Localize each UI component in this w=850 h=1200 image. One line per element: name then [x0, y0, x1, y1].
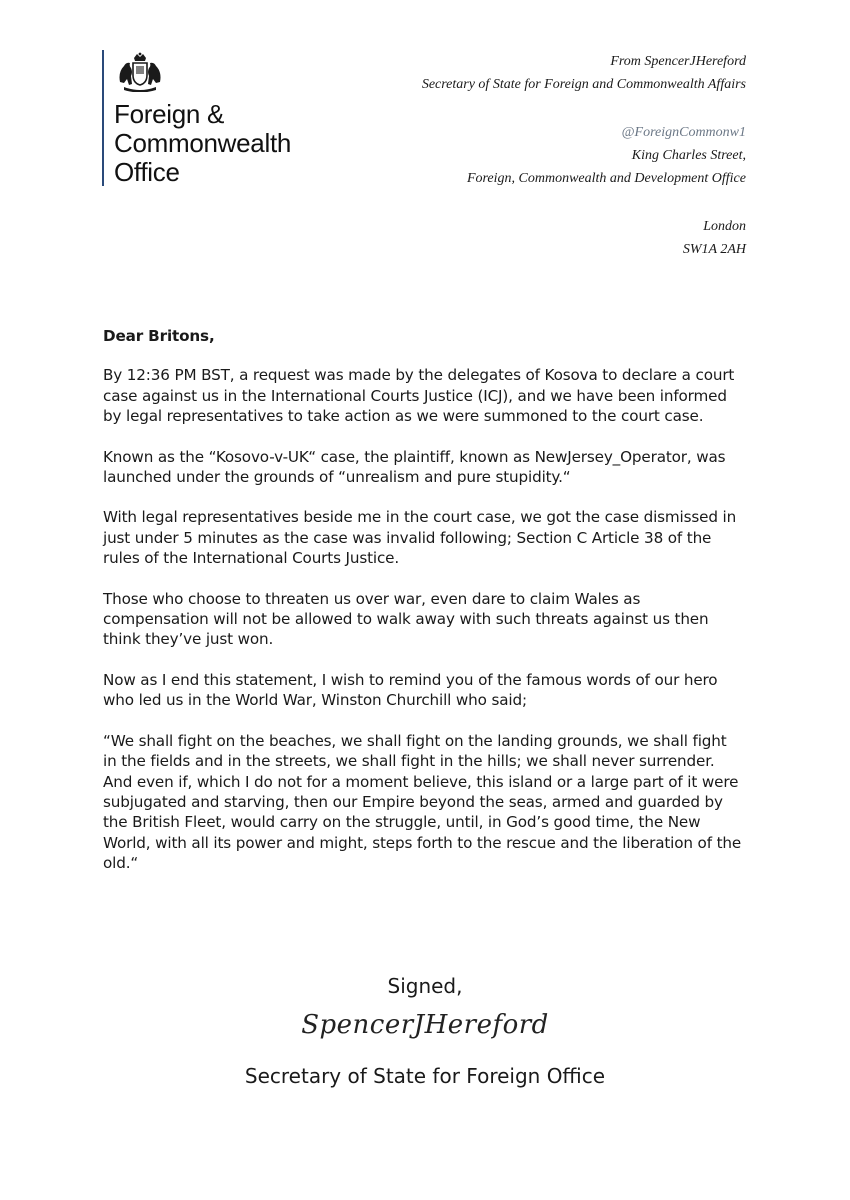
- postcode-line: SW1A 2AH: [682, 242, 746, 257]
- sender-address: [467, 121, 746, 190]
- street-line: King Charles Street,: [631, 148, 746, 163]
- paragraph: With legal representatives beside me in the court case, we got the case dismissed in just under 5 minutes as the case was invalid following; Section C Article 38 of the rules of the International Courts Justice.: [103, 508, 737, 568]
- city-line: London: [703, 219, 746, 234]
- quotation: “We shall fight on the beaches, we shall fight on the landing grounds, we shall fight in the fields and in the streets, we shall fight in the hills; we shall never surrender. And even if, which I do not for a moment believe, this island or a large part of it were subjugated and starving, then our Empire beyond the seas, armed and guarded by the British Fleet, would carry on the struggle, until, in God’s good time, the New World, with all its power and might, steps forth to the rescue and the liberation of the old.“: [103, 731, 742, 873]
- social-handle: @ForeignCommonw1: [621, 125, 746, 140]
- royal-coat-of-arms-icon: [114, 52, 166, 92]
- signatory-title: Secretary of State for Foreign Office: [244, 1064, 606, 1088]
- letter-body: [103, 326, 743, 894]
- org-name-line: Office: [114, 157, 180, 187]
- handwritten-signature: SpencerJHereford: [301, 1010, 549, 1040]
- sender-identity: [422, 50, 746, 96]
- paragraph: Now as I end this statement, I wish to remind you of the famous words of our hero who led us in the World War, Winston Churchill who said;: [103, 670, 718, 710]
- office-line: Foreign, Commonwealth and Development Office: [466, 171, 746, 186]
- from-line: From SpencerJHereford: [610, 54, 746, 69]
- signed-label: Signed,: [387, 974, 463, 998]
- org-name-line: Foreign &: [114, 99, 225, 129]
- organisation-name: [114, 100, 354, 187]
- paragraph: Known as the “Kosovo-v-UK“ case, the plaintiff, known as NewJersey_Operator, was launched under the grounds of “unrealism and pure stupidity.“: [103, 447, 726, 487]
- paragraph: Those who choose to threaten us over war, even dare to claim Wales as compensation will not be allowed to walk away with such threats against us then think they’ve just won.: [103, 589, 709, 649]
- logo-rule: [102, 50, 104, 186]
- paragraph: By 12:36 PM BST, a request was made by the delegates of Kosova to declare a court case against us in the International Courts Justice (ICJ), and we have been informed by legal representatives to take action as we were summoned to the court case.: [103, 366, 735, 426]
- salutation: Dear Britons,: [103, 327, 215, 345]
- city-postcode: [683, 215, 746, 261]
- org-name-line: Commonwealth: [114, 128, 292, 158]
- sender-title: Secretary of State for Foreign and Commonwealth Affairs: [421, 77, 746, 92]
